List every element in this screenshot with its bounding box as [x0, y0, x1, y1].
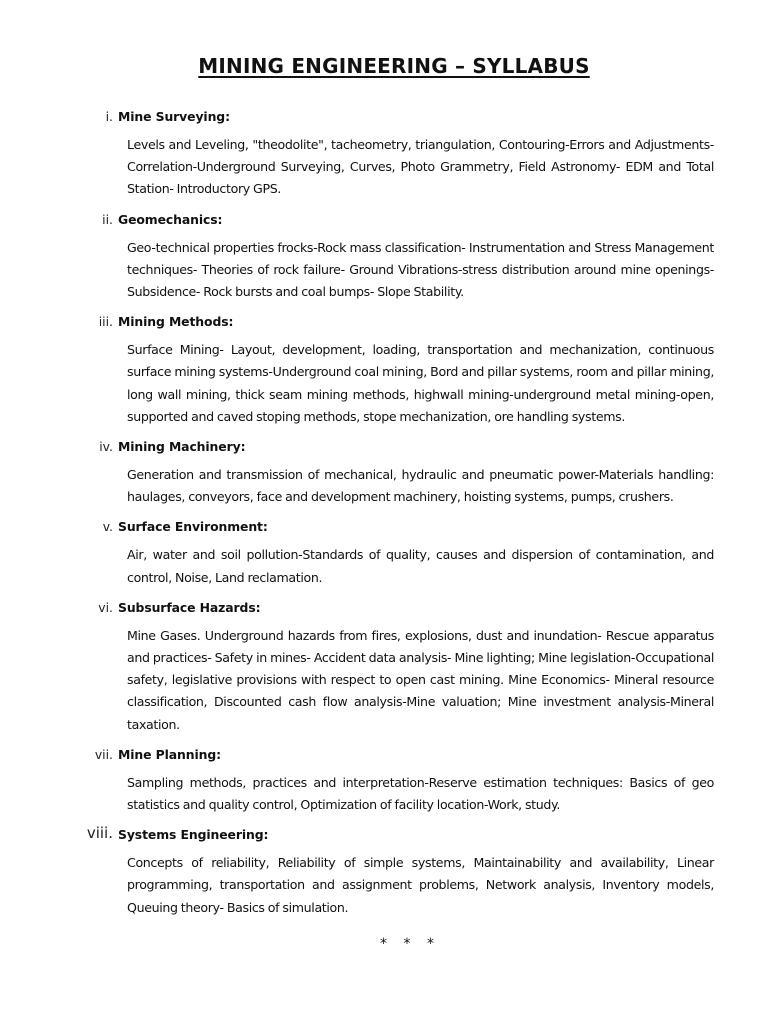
section-numeral: v.	[102, 519, 113, 535]
syllabus-sections	[0, 106, 768, 927]
section-body: Surface Mining- Layout, development, loading, transportation and mechanization, continuous surface mining systems-Underground coal mining, Bord and pillar systems, room and pillar mining, long wall mining, thick seam mining methods, highwall mining-underground metal mining-open, supported and caved stoping methods, stope mechanization, ore handling systems.	[127, 342, 714, 424]
section-body: Levels and Leveling, "theodolite", tacheometry, triangulation, Contouring-Errors and Adjustments- Correlation-Underground Surveying, Curves, Photo Grammetry, Field Astronomy- EDM and Total Station- Introductory GPS.	[127, 137, 714, 197]
section-body: Sampling methods, practices and interpretation-Reserve estimation techniques: Basics of geo statistics and quality control, Optimization of facility location-Work, study.	[127, 774, 714, 813]
section-title: Mine Planning:	[118, 746, 221, 762]
section-title: Systems Engineering:	[118, 827, 269, 843]
section-heading	[0, 209, 768, 231]
section-heading	[0, 106, 768, 128]
section-numeral: i.	[105, 109, 113, 124]
section-title: Mining Methods:	[118, 314, 234, 330]
section-numeral: vi.	[98, 599, 113, 615]
section-heading	[0, 824, 768, 846]
section-numeral: iv.	[99, 439, 113, 455]
section-body: Air, water and soil pollution-Standards of quality, causes and dispersion of contamination, and control, Noise, Land reclamation.	[127, 547, 714, 585]
section-title: Mining Machinery:	[118, 439, 246, 455]
section-body: Generation and transmission of mechanical, hydraulic and pneumatic power-Materials handling: haulages, conveyors, face and development machinery, hoisting systems, pumps, crushers.	[127, 467, 714, 505]
section-numeral: viii.	[86, 824, 113, 843]
section-heading	[0, 516, 768, 538]
section-body: Mine Gases. Underground hazards from fires, explosions, dust and inundation- Rescue apparatus and practices- Safety in mines- Accident data analysis- Mine lighting; Mine legislation-Occupational safety, legislative provisions with respect to open cast mining. Mine Economics- Mineral resource classification, Discounted cash flow analysis-Mine valuation; Mine investment analysis-Mineral taxation.	[127, 627, 714, 732]
section-heading	[0, 744, 768, 766]
section-title: Geomechanics:	[118, 211, 223, 227]
section-numeral: iii.	[98, 314, 113, 330]
section-systems-engineering	[0, 824, 768, 919]
section-mining-machinery	[0, 436, 768, 508]
section-title: Mine Surveying:	[118, 109, 230, 124]
section-body: Geo-technical properties frocks-Rock mass classification- Instrumentation and Stress Management techniques- Theories of rock failure- Ground Vibrations-stress distribution around mine openings- Subsidence- Rock bursts and coal bumps- Slope Stability.	[127, 239, 714, 300]
section-numeral: vii.	[94, 746, 113, 762]
section-mining-methods	[0, 311, 768, 428]
section-heading	[0, 311, 768, 333]
section-heading	[0, 597, 768, 619]
section-surface-environment	[0, 516, 768, 588]
section-heading	[0, 436, 768, 458]
section-mine-planning	[0, 744, 768, 816]
section-subsurface-hazards	[0, 597, 768, 736]
page-title: MINING ENGINEERING – SYLLABUS	[198, 54, 590, 78]
section-numeral: ii.	[102, 211, 113, 227]
section-geomechanics	[0, 209, 768, 304]
section-title: Surface Environment:	[118, 519, 268, 535]
section-mine-surveying	[0, 106, 768, 201]
section-body: Concepts of reliability, Reliability of simple systems, Maintainability and availability, Linear programming, transportation and assignment problems, Network analysis, Inventory models, Queuing theory- Basics of simulation.	[127, 855, 714, 915]
section-title: Subsurface Hazards:	[118, 599, 261, 615]
end-of-document-mark: * * *	[380, 936, 440, 952]
